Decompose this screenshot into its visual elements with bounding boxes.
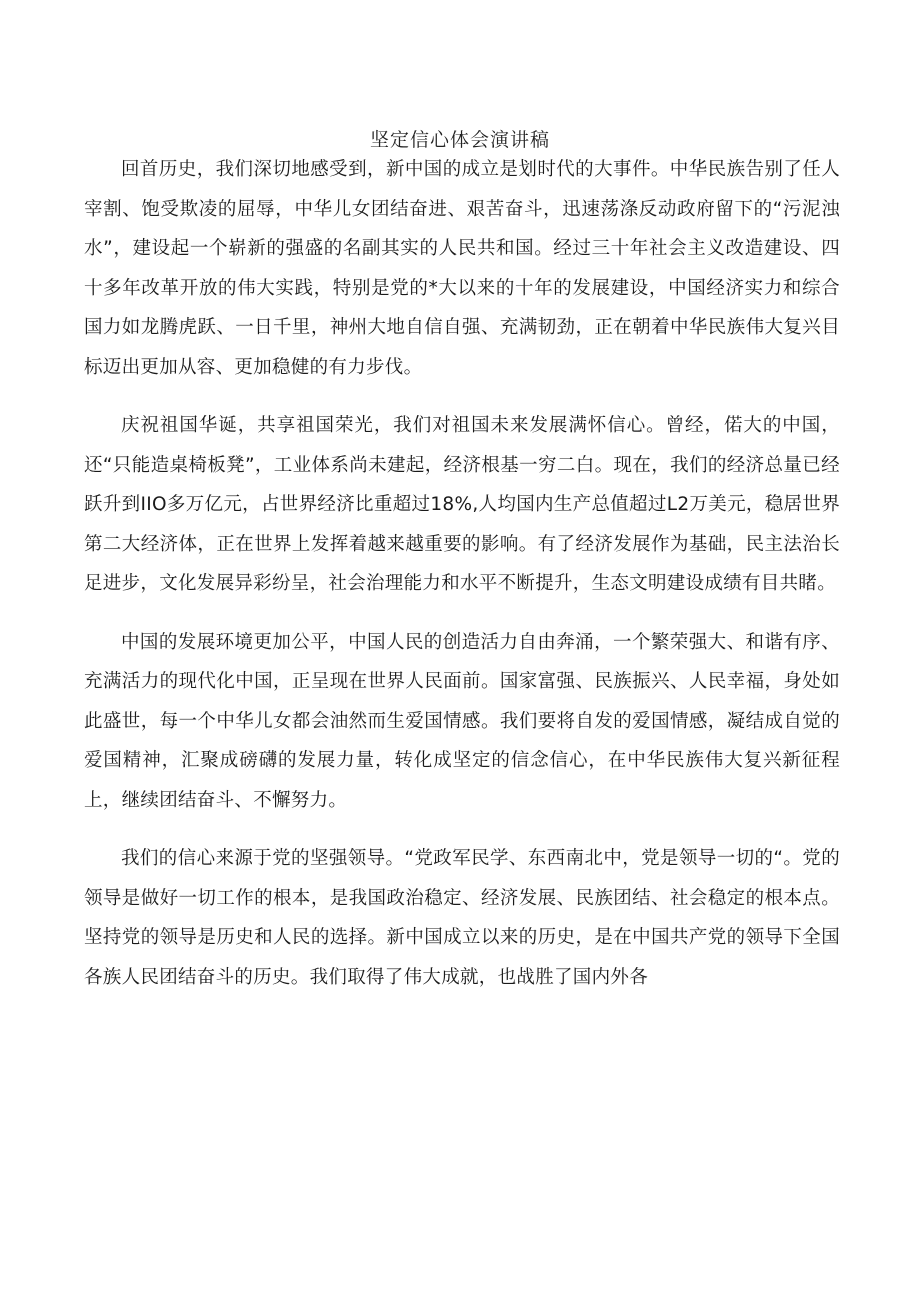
paragraph-4: 我们的信心来源于党的坚强领导。“党政军民学、东西南北中，党是领导一切的“。党的领导是做好一切工作的根本，是我国政治稳定、经济发展、民族团结、社会稳定的根本点。坚持党的领导是历史和人民的选择。新中国成立以来的历史，是在中国共产党的领导下全国各族人民团结奋斗的历史。我们取得了伟大成就，也战胜了国内外各 (84, 848, 840, 988)
paragraph-3: 中国的发展环境更加公平，中国人民的创造活力自由奔涌，一个繁荣强大、和谐有序、充满活力的现代化中国，正呈现在世界人民面前。国家富强、民族振兴、人民幸福，身处如此盛世，每一个中华儿女都会油然而生爱国情感。我们要将自发的爱国情感，凝结成自觉的爱国精神，汇聚成磅礴的发展力量，转化成坚定的信念信心，在中华民族伟大复兴新征程上，继续团结奋斗、不懈努力。 (84, 631, 840, 811)
paragraph-2: 庆祝祖国华诞，共享祖国荣光，我们对祖国未来发展满怀信心。曾经，偌大的中国，还“只能造桌椅板凳”，工业体系尚未建起，经济根基一穷二白。现在，我们的经济总量已经跃升到IIO多万亿元，占世界经济比重超过18%,人均国内生产总值超过L2万美元，稳居世界第二大经济体，正在世界上发挥着越来越重要的影响。有了经济发展作为基础，民主法治长足进步，文化发展异彩纷呈，社会治理能力和水平不断提升，生态文明建设成绩有目共睹。 (84, 415, 840, 594)
document-body (84, 150, 840, 1016)
paragraph-1: 回首历史，我们深切地感受到，新中国的成立是划时代的大事件。中华民族告别了任人宰割、饱受欺凌的屈辱，中华儿女团结奋进、艰苦奋斗，迅速荡涤反动政府留下的“污泥浊水”，建设起一个崭新的强盛的名副其实的人民共和国。经过三十年社会主义改造建设、四十多年改革开放的伟大实践，特别是党的*大以来的十年的发展建设，中国经济实力和综合国力如龙腾虎跃、一日千里，神州大地自信自强、充满韧劲，正在朝着中华民族伟大复兴目标迈出更加从容、更加稳健的有力步伐。 (84, 159, 840, 378)
document-title: 坚定信心体会演讲稿 (369, 129, 550, 151)
